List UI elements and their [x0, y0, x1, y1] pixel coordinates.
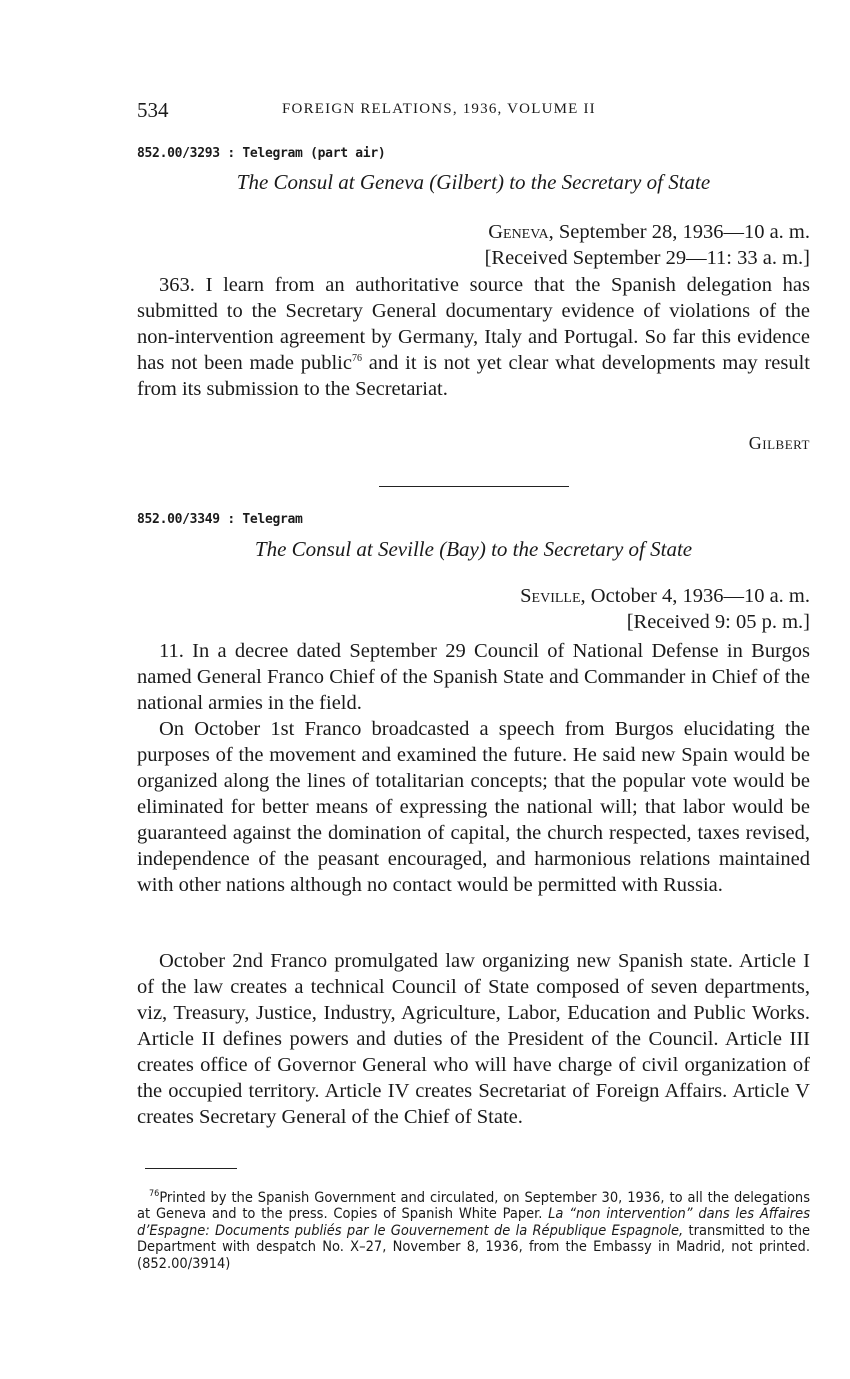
message-2-paragraph-1: 11. In a decree dated September 29 Council of National Defense in Burgos named General Franco Chief of the Spanish State and Commander in Chief of the national armies in the field.: [137, 640, 810, 714]
dateline-1-sent: [485, 219, 810, 245]
message-2-paragraph-3: October 2nd Franco promulgated law organizing new Spanish state. Article I of the law creates a technical Council of State composed of seven departments, viz, Treasury, Justice, Industry, Agriculture, Labor, Education and Public Works. Article II defines powers and duties of the President of the Council. Article III creates office of Governor General who will have charge of civil organization of the occupied territory. Article IV creates Secretariat of Foreign Affairs. Article V creates Secretary General of the Chief of State.: [137, 950, 810, 1128]
footnote-text-2: transmitted to the Department with despatch No. X–27, November 8, 1936, from the Embassy in Madrid, not printed. (852.00/3914): [137, 1222, 810, 1272]
message-1-body: [137, 272, 810, 402]
heading-1-pre: The Consul at Geneva (: [236, 170, 437, 194]
message-1-text-end: and it is not yet clear what developments may result from its submission to the Secretariat.: [137, 352, 810, 400]
footnote-marker: 76: [149, 1189, 160, 1199]
message-2-paragraph-2: On October 1st Franco broadcasted a speech from Burgos elucidating the purposes of the movement and examined the future. He said new Spain would be organized along the lines of totalitarian concepts; that the popular vote would be eliminated for better means of expressing the national will; that labor would be guaranteed against the domination of capital, the church respected, taxes revised, independence of the peasant encouraged, and harmonious relations maintained with other nations although no contact would be permitted with Russia.: [137, 718, 810, 896]
dateline-2-received: [Received 9: 05 p. m.]: [626, 611, 810, 633]
heading-2-post: ) to the Secretary of State: [478, 537, 693, 561]
running-title: FOREIGN RELATIONS, 1936, VOLUME II: [282, 101, 596, 117]
heading-1-name: Gilbert: [436, 170, 497, 194]
dateline-2: [520, 583, 810, 635]
footnote-title: La “non intervention” dans les Affaires d’Espagne: Documents publiés par le Gouvernement de la République Espagnole,: [137, 1206, 810, 1239]
dateline-2-sent: [520, 583, 810, 609]
dateline-1-received: [Received September 29—11: 33 a. m.]: [484, 247, 810, 269]
file-reference-2: 852.00/3349 : Telegram: [137, 512, 303, 527]
running-head: [137, 98, 810, 128]
dateline-1-place: Geneva: [488, 221, 549, 243]
footnote-reference: 76: [351, 353, 362, 365]
document-heading-2: [137, 537, 810, 562]
page-number: 534: [137, 98, 169, 122]
heading-2-pre: The Consul at Seville (: [254, 537, 447, 561]
footnote-text-1: Printed by the Spanish Government and circulated, on September 30, 1936, to all the delegations at Geneva and to the press. Copies of Spanish White Paper.: [137, 1189, 810, 1223]
dateline-2-place: Seville: [520, 585, 581, 607]
dateline-1: [485, 219, 810, 271]
file-reference-1: 852.00/3293 : Telegram (part air): [137, 146, 386, 161]
dateline-2-date: , October 4, 1936—10 a. m.: [580, 585, 810, 607]
heading-1-post: ) to the Secretary of State: [496, 170, 711, 194]
message-1-text: 363. I learn from an authoritative source that the Spanish delegation has submitted to the Secretary General documentary evidence of violations of the non-intervention agreement by Germany, Italy and Portugal. So far this evidence has not been made public: [137, 274, 810, 374]
heading-2-name: Bay: [446, 537, 479, 561]
document-heading-1: [137, 170, 810, 195]
footnote: [137, 1186, 810, 1272]
section-divider: [379, 486, 569, 487]
footnote-rule: [145, 1168, 237, 1169]
signature-1: Gilbert: [748, 433, 810, 453]
dateline-1-date: , September 28, 1936—10 a. m.: [548, 221, 810, 243]
